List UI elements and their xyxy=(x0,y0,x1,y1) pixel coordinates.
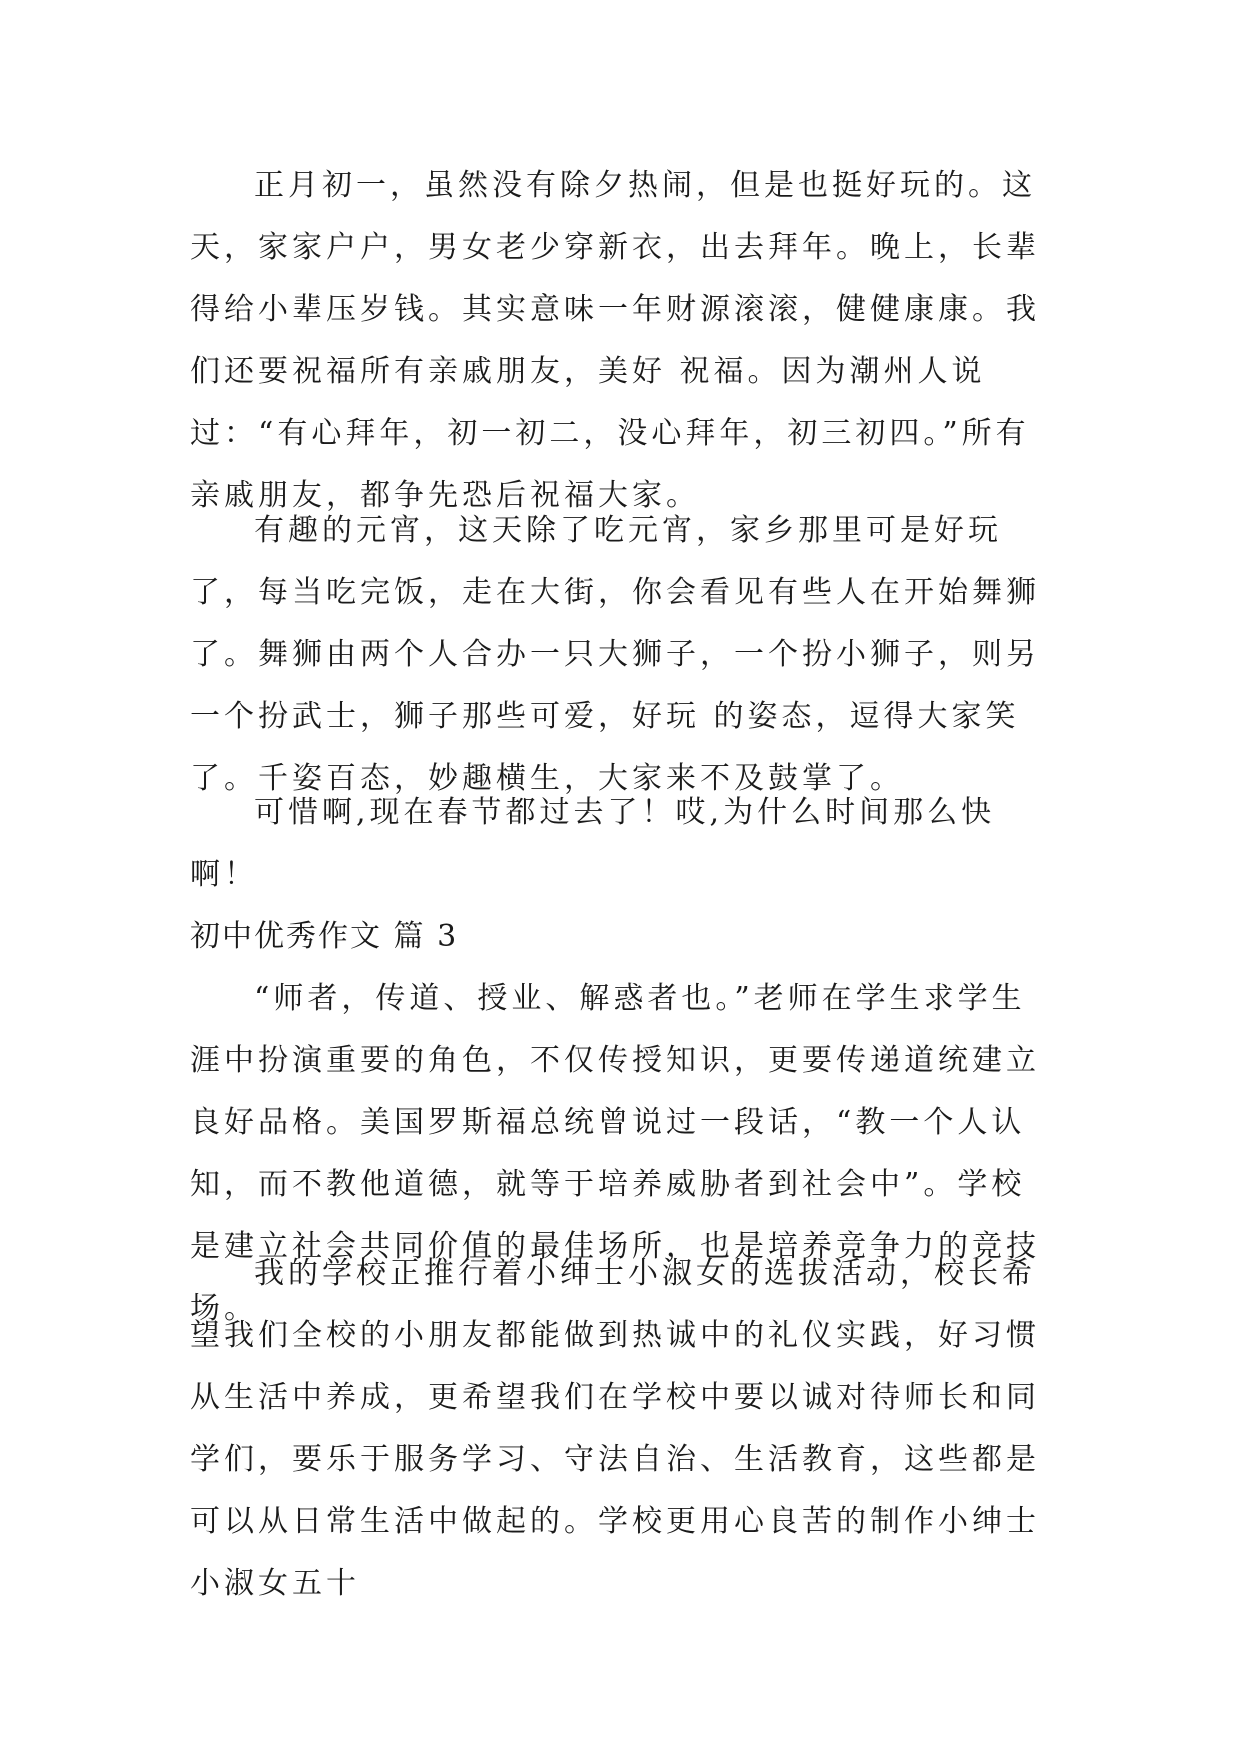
paragraph-school-activity: 我的学校正推行着小绅士小淑女的选拔活动，校长希望我们全校的小朋友都能做到热诚中的礼仪实践，好习惯从生活中养成，更希望我们在学校中要以诚对待师长和同学们，要乐于服务学习、守法自治、生活教育，这些都是可以从日常生活中做起的。学校更用心良苦的制作小绅士小淑女五十 xyxy=(190,1256,1040,1601)
section-heading: 初中优秀作文 篇 3 xyxy=(190,919,459,954)
paragraph-spring-festival-end: 可惜啊,现在春节都过去了！哎,为什么时间那么快啊！ xyxy=(190,795,996,892)
paragraph-teachers: “师者，传道、授业、解惑者也。”老师在学生求学生涯中扮演重要的角色，不仅传授知识，更要传递道统建立良好品格。美国罗斯福总统曾说过一段话，“教一个人认知，而不教他道德，就等于培养威胁者到社会中”。学校是建立社会共同价值的最佳场所，也是培养竞争力的竞技场。 xyxy=(190,981,1040,1326)
paragraph-lantern-festival: 有趣的元宵，这天除了吃元宵，家乡那里可是好玩了，每当吃完饭，走在大街，你会看见有些人在开始舞狮了。舞狮由两个人合办一只大狮子，一个扮小狮子，则另一个扮武士，狮子那些可爱，好玩 的姿态，逗得大家笑了。千姿百态，妙趣横生，大家来不及鼓掌了。 xyxy=(190,513,1040,796)
paragraph-new-year-day: 正月初一，虽然没有除夕热闹，但是也挺好玩的。这天，家家户户，男女老少穿新衣，出去拜年。晚上，长辈得给小辈压岁钱。其实意味一年财源滚滚，健健康康。我们还要祝福所有亲戚朋友，美好 祝福。因为潮州人说过：“有心拜年，初一初二，没心拜年，初三初四。”所有亲戚朋友，都争先恐后祝福大家。 xyxy=(190,168,1040,513)
